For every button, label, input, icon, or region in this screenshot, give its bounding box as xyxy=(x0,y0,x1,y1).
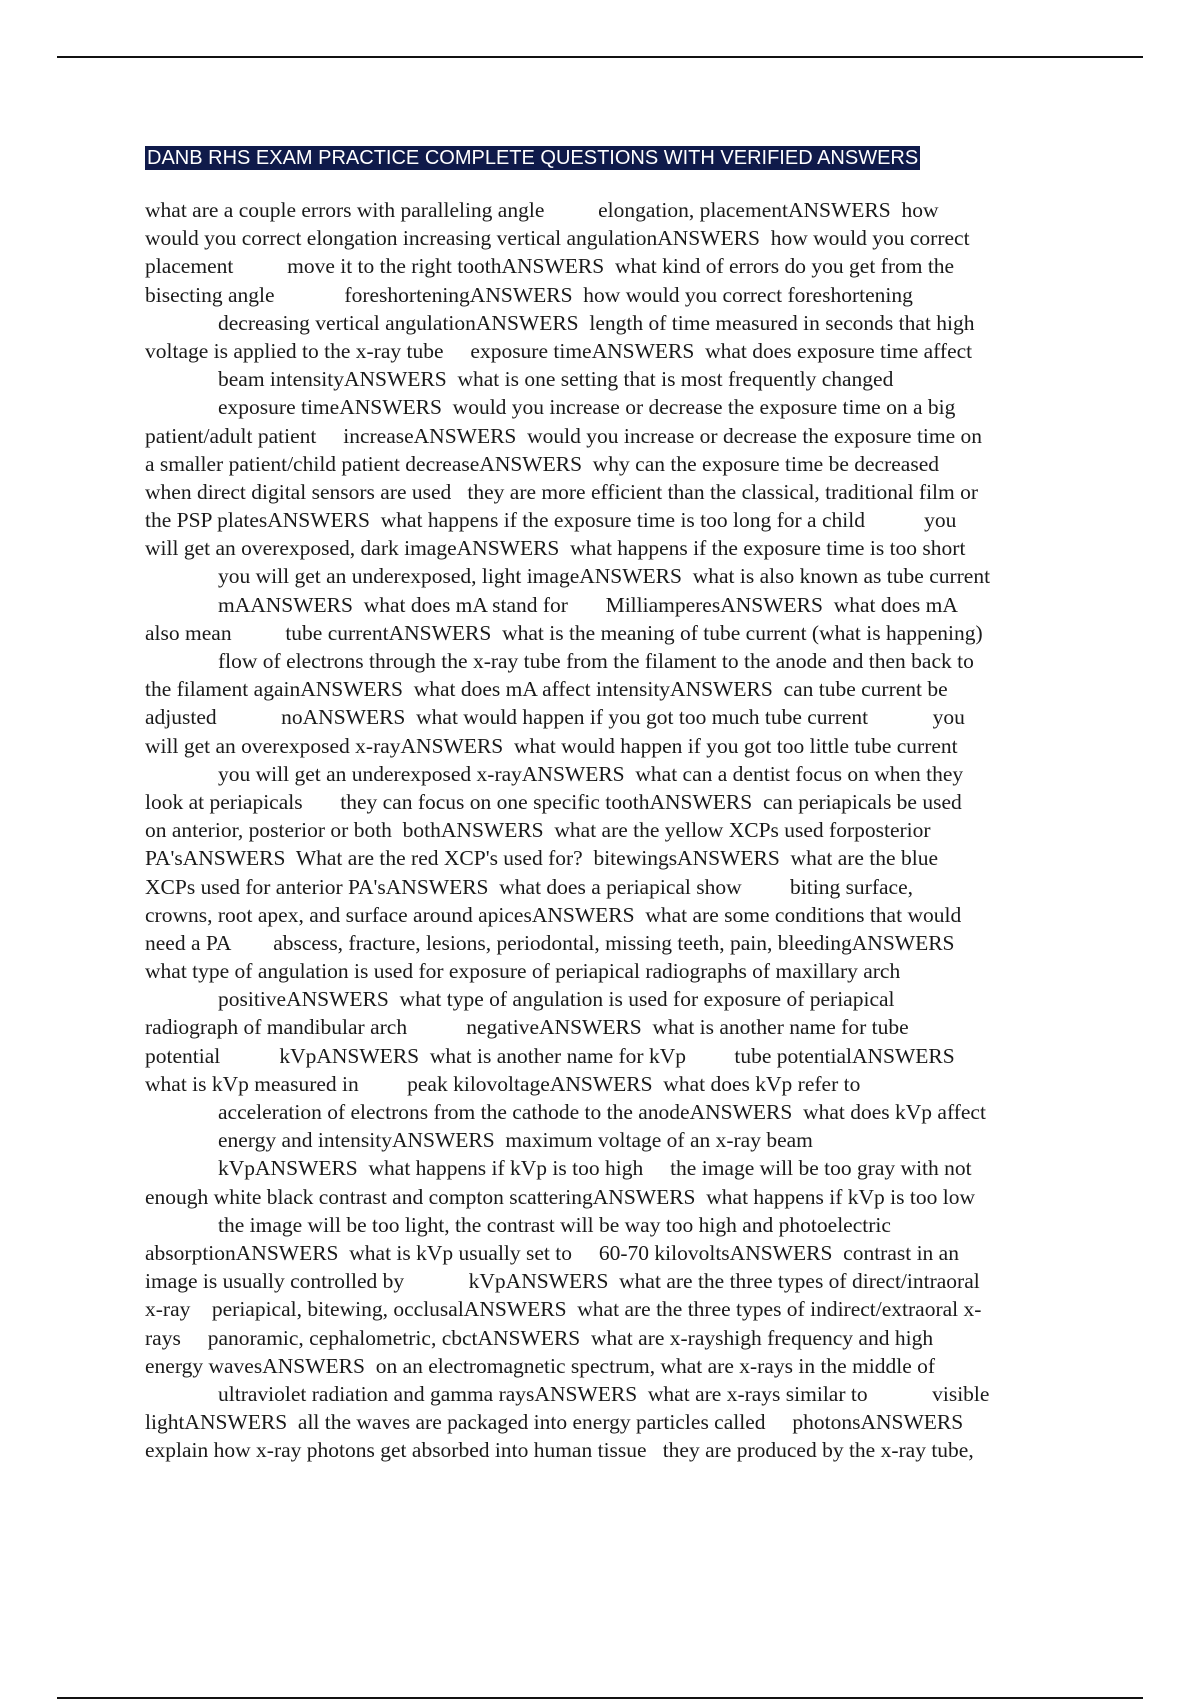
text-line: adjusted noANSWERS what would happen if you got too much tube current you xyxy=(145,705,965,730)
text-line: image is usually controlled by kVpANSWERS what are the three types of direct/intraoral xyxy=(145,1269,980,1294)
document-title: DANB RHS EXAM PRACTICE COMPLETE QUESTIONS WITH VERIFIED ANSWERS xyxy=(147,147,919,169)
text-line: enough white black contrast and compton scatteringANSWERS what happens if kVp is too low xyxy=(145,1184,975,1209)
text-line: XCPs used for anterior PA'sANSWERS what does a periapical show biting surface, xyxy=(145,874,914,899)
title-block xyxy=(145,146,920,170)
text-line: will get an overexposed, dark imageANSWERS what happens if the exposure time is too short xyxy=(145,536,966,561)
text-line: exposure timeANSWERS would you increase or decrease the exposure time on a big xyxy=(218,395,956,420)
text-line: you will get an underexposed x-rayANSWERS what can a dentist focus on when they xyxy=(218,761,964,786)
text-line: on anterior, posterior or both bothANSWERS what are the yellow XCPs used forposterior xyxy=(145,818,931,843)
text-line: potential kVpANSWERS what is another name for kVp tube potentialANSWERS xyxy=(145,1043,955,1068)
text-line: a smaller patient/child patient decreaseANSWERS why can the exposure time be decreased xyxy=(145,451,940,476)
top-rule xyxy=(57,56,1143,58)
text-line: placement move it to the right toothANSWERS what kind of errors do you get from the xyxy=(145,254,955,279)
text-line: need a PA abscess, fracture, lesions, periodontal, missing teeth, pain, bleedingANSWERS xyxy=(145,930,955,955)
document-body xyxy=(145,196,1085,1464)
bottom-rule xyxy=(57,1697,1143,1699)
text-line: will get an overexposed x-rayANSWERS what would happen if you got too little tube current xyxy=(145,733,958,758)
text-line: mAANSWERS what does mA stand for MilliamperesANSWERS what does mA xyxy=(218,592,958,617)
text-line: the PSP platesANSWERS what happens if the exposure time is too long for a child you xyxy=(145,508,957,533)
text-line: ultraviolet radiation and gamma raysANSWERS what are x-rays similar to visible xyxy=(218,1381,990,1406)
text-line: voltage is applied to the x-ray tube exposure timeANSWERS what does exposure time affect xyxy=(145,338,973,363)
text-line: bisecting angle foreshorteningANSWERS how would you correct foreshortening xyxy=(145,282,913,307)
text-line: patient/adult patient increaseANSWERS would you increase or decrease the exposure time on xyxy=(145,423,983,448)
text-line: rays panoramic, cephalometric, cbctANSWERS what are x-rayshigh frequency and high xyxy=(145,1325,934,1350)
text-line: radiograph of mandibular arch negativeANSWERS what is another name for tube xyxy=(145,1015,909,1040)
text-line: x-ray periapical, bitewing, occlusalANSWERS what are the three types of indirect/extraoral x- xyxy=(145,1297,982,1322)
text-line: what type of angulation is used for exposure of periapical radiographs of maxillary arch xyxy=(145,959,901,984)
text-line: also mean tube currentANSWERS what is the meaning of tube current (what is happening) xyxy=(145,620,983,645)
text-line: the image will be too light, the contrast will be way too high and photoelectric xyxy=(218,1212,891,1237)
text-line: energy wavesANSWERS on an electromagnetic spectrum, what are x-rays in the middle of xyxy=(145,1353,936,1378)
text-line: energy and intensityANSWERS maximum voltage of an x-ray beam xyxy=(218,1128,813,1153)
text-line: decreasing vertical angulationANSWERS length of time measured in seconds that high xyxy=(218,310,975,335)
text-line: absorptionANSWERS what is kVp usually set to 60-70 kilovoltsANSWERS contrast in an xyxy=(145,1240,959,1265)
text-line: what are a couple errors with paralleling angle elongation, placementANSWERS how xyxy=(145,198,939,222)
text-line: PA'sANSWERS What are the red XCP's used for? bitewingsANSWERS what are the blue xyxy=(145,846,938,871)
text-line: acceleration of electrons from the cathode to the anodeANSWERS what does kVp affect xyxy=(218,1100,986,1124)
text-line: when direct digital sensors are used they are more efficient than the classical, traditional film or xyxy=(145,479,979,504)
text-line: you will get an underexposed, light imageANSWERS what is also known as tube current xyxy=(218,564,991,589)
text-line: would you correct elongation increasing vertical angulationANSWERS how would you correct xyxy=(145,226,970,251)
text-line: kVpANSWERS what happens if kVp is too high the image will be too gray with not xyxy=(218,1156,972,1181)
text-line: explain how x-ray photons get absorbed into human tissue they are produced by the x-ray tube, xyxy=(145,1438,974,1463)
text-line: flow of electrons through the x-ray tube from the filament to the anode and then back to xyxy=(218,649,974,673)
text-line: beam intensityANSWERS what is one setting that is most frequently changed xyxy=(218,367,894,392)
text-line: positiveANSWERS what type of angulation is used for exposure of periapical xyxy=(218,987,895,1012)
text-line: crowns, root apex, and surface around apicesANSWERS what are some conditions that would xyxy=(145,902,962,927)
text-line: the filament againANSWERS what does mA affect intensityANSWERS can tube current be xyxy=(145,677,948,702)
text-line: lightANSWERS all the waves are packaged into energy particles called photonsANSWERS xyxy=(145,1410,964,1435)
text-line: what is kVp measured in peak kilovoltageANSWERS what does kVp refer to xyxy=(145,1071,861,1096)
text-line: look at periapicals they can focus on one specific toothANSWERS can periapicals be used xyxy=(145,789,962,814)
